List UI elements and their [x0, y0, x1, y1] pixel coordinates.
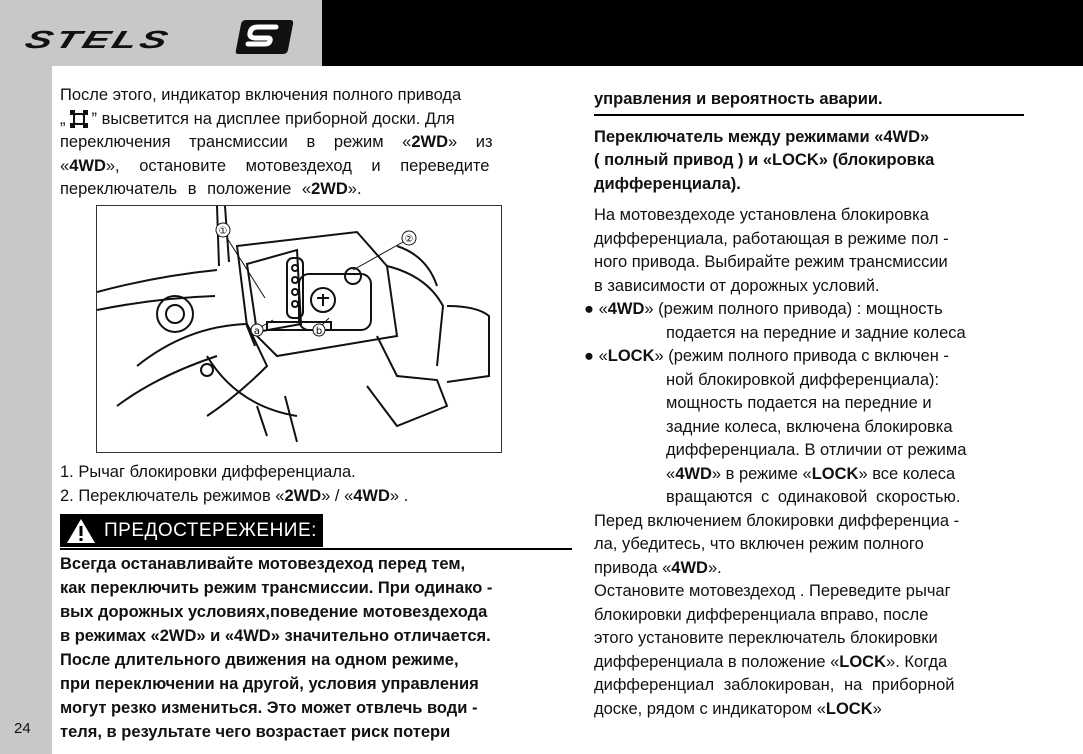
warning-line-text: как переключить режим трансмиссии. При одинако -: [60, 579, 493, 597]
warning-line-text: в режимах «2WD» и «4WD» значительно отличается.: [60, 627, 491, 645]
text-line: в зависимости от дорожных условий.: [594, 276, 880, 295]
text-line: После этого, индикатор включения полного привода: [60, 86, 462, 104]
text-line: доске, рядом с индикатором «LOCK»: [594, 699, 882, 718]
text-line: ● «LOCK» (режим полного привода с включен -: [584, 347, 949, 365]
bullet-lock-body: [594, 369, 1030, 463]
header-logo-band: [0, 0, 322, 66]
warning-line-text: вых дорожных условиях,поведение мотовездехода: [60, 603, 488, 621]
page-number: 24: [14, 720, 31, 737]
text-line: ла, убедитесь, что включен режим полного: [594, 535, 924, 553]
text-line: дифференциал заблокирован, на приборной: [594, 676, 955, 694]
caption-line-1: 1. Рычаг блокировки дифференциала.: [60, 463, 356, 481]
text-line: Перед включением блокировки дифференциа -: [594, 511, 960, 530]
warning-triangle-icon: [66, 518, 96, 544]
callout-1: ①: [218, 226, 228, 237]
text-line: ного привода. Выбирайте режим трансмиссии: [594, 253, 948, 271]
warning-line-text: теля, в результате чего возрастает риск потери: [60, 723, 451, 741]
text-line: «4WD», остановите мотовездеход и переведите: [60, 156, 490, 175]
left-intro-paragraph: [60, 84, 552, 202]
callout-b: b: [315, 326, 323, 337]
callout-a: a: [253, 326, 261, 337]
brand-logo-text: STELS: [21, 26, 175, 54]
warning-line-text: могут резко измениться. Это может отвлечь води -: [60, 699, 478, 717]
right-column: [584, 88, 1030, 721]
text-line: этого установите переключатель блокировки: [594, 629, 938, 647]
text-line: переключатель в положение «2WD».: [60, 180, 362, 198]
handlebar-switch-illustration: [96, 205, 502, 453]
text-line: дифференциала в положение «LOCK». Когда: [594, 652, 948, 671]
text-line: дифференциала, работающая в режиме пол -: [594, 229, 949, 248]
text-line: подается на передние и задние колеса: [666, 323, 966, 342]
text-line: переключения трансмиссии в режим «2WD» из: [60, 133, 493, 151]
handlebar-drawing: [97, 206, 501, 452]
side-margin-band: [0, 66, 52, 754]
text-line: дифференциала. В отличии от режима: [666, 441, 967, 459]
caption-line-2: 2. Переключатель режимов «2WD» / «4WD» .: [60, 487, 409, 505]
4wd-indicator-icon: [68, 109, 90, 129]
title-rule: [594, 114, 1024, 116]
warning-badge: [60, 514, 323, 547]
section-title-line: Переключатель между режимами «4WD»: [594, 127, 930, 146]
text-line: ● «4WD» (режим полного привода) : мощность: [584, 300, 943, 318]
text-line: вращаются с одинаковой скоростью.: [666, 488, 961, 506]
section-title-line: ( полный привод ) и «LOCK» (блокировка: [594, 151, 935, 169]
intro-paragraph: [594, 204, 1030, 298]
text-line: «4WD» в режиме «LOCK» все колеса: [666, 464, 956, 483]
warning-header: [60, 514, 580, 549]
text-line: „ ” высветится на дисплее приборной доски. Для: [60, 109, 455, 128]
final-paragraph: [594, 580, 1030, 651]
header-black-band: [322, 0, 1083, 66]
section-title-line: дифференциала).: [594, 174, 741, 193]
section-title: [594, 126, 1030, 197]
text-line: привода «4WD».: [594, 558, 722, 577]
bullet-icon: ●: [584, 347, 594, 365]
continued-title: управления и вероятность аварии.: [594, 90, 883, 108]
warning-line-text: Всегда останавливайте мотовездеход перед тем,: [60, 555, 466, 573]
outro-paragraph: [594, 510, 1030, 557]
text-line: Остановите мотовездеход . Переведите рычаг: [594, 582, 951, 600]
text-line: блокировки дифференциала вправо, после: [594, 605, 929, 624]
bullet-4wd: [584, 298, 1030, 345]
figure-captions: [60, 460, 552, 508]
bullet-lock: [584, 345, 1030, 510]
text-line: На мотовездеходе установлена блокировка: [594, 206, 929, 224]
warning-body: [60, 552, 580, 744]
callout-2: ②: [404, 234, 414, 245]
text-line: ной блокировкой дифференциала):: [666, 370, 940, 389]
warning-title: ПРЕДОСТЕРЕЖЕНИЕ:: [104, 519, 317, 541]
text-line: мощность подается на передние и: [666, 394, 932, 412]
warning-line-text: После длительного движения на одном режиме,: [60, 651, 459, 669]
bullet-icon: ●: [584, 300, 594, 318]
warning-underline: [60, 548, 572, 550]
brand-s-logo-icon: [234, 14, 296, 58]
warning-line-text: при переключении на другой, условия управления: [60, 675, 479, 693]
text-line: задние колеса, включена блокировка: [666, 417, 953, 436]
